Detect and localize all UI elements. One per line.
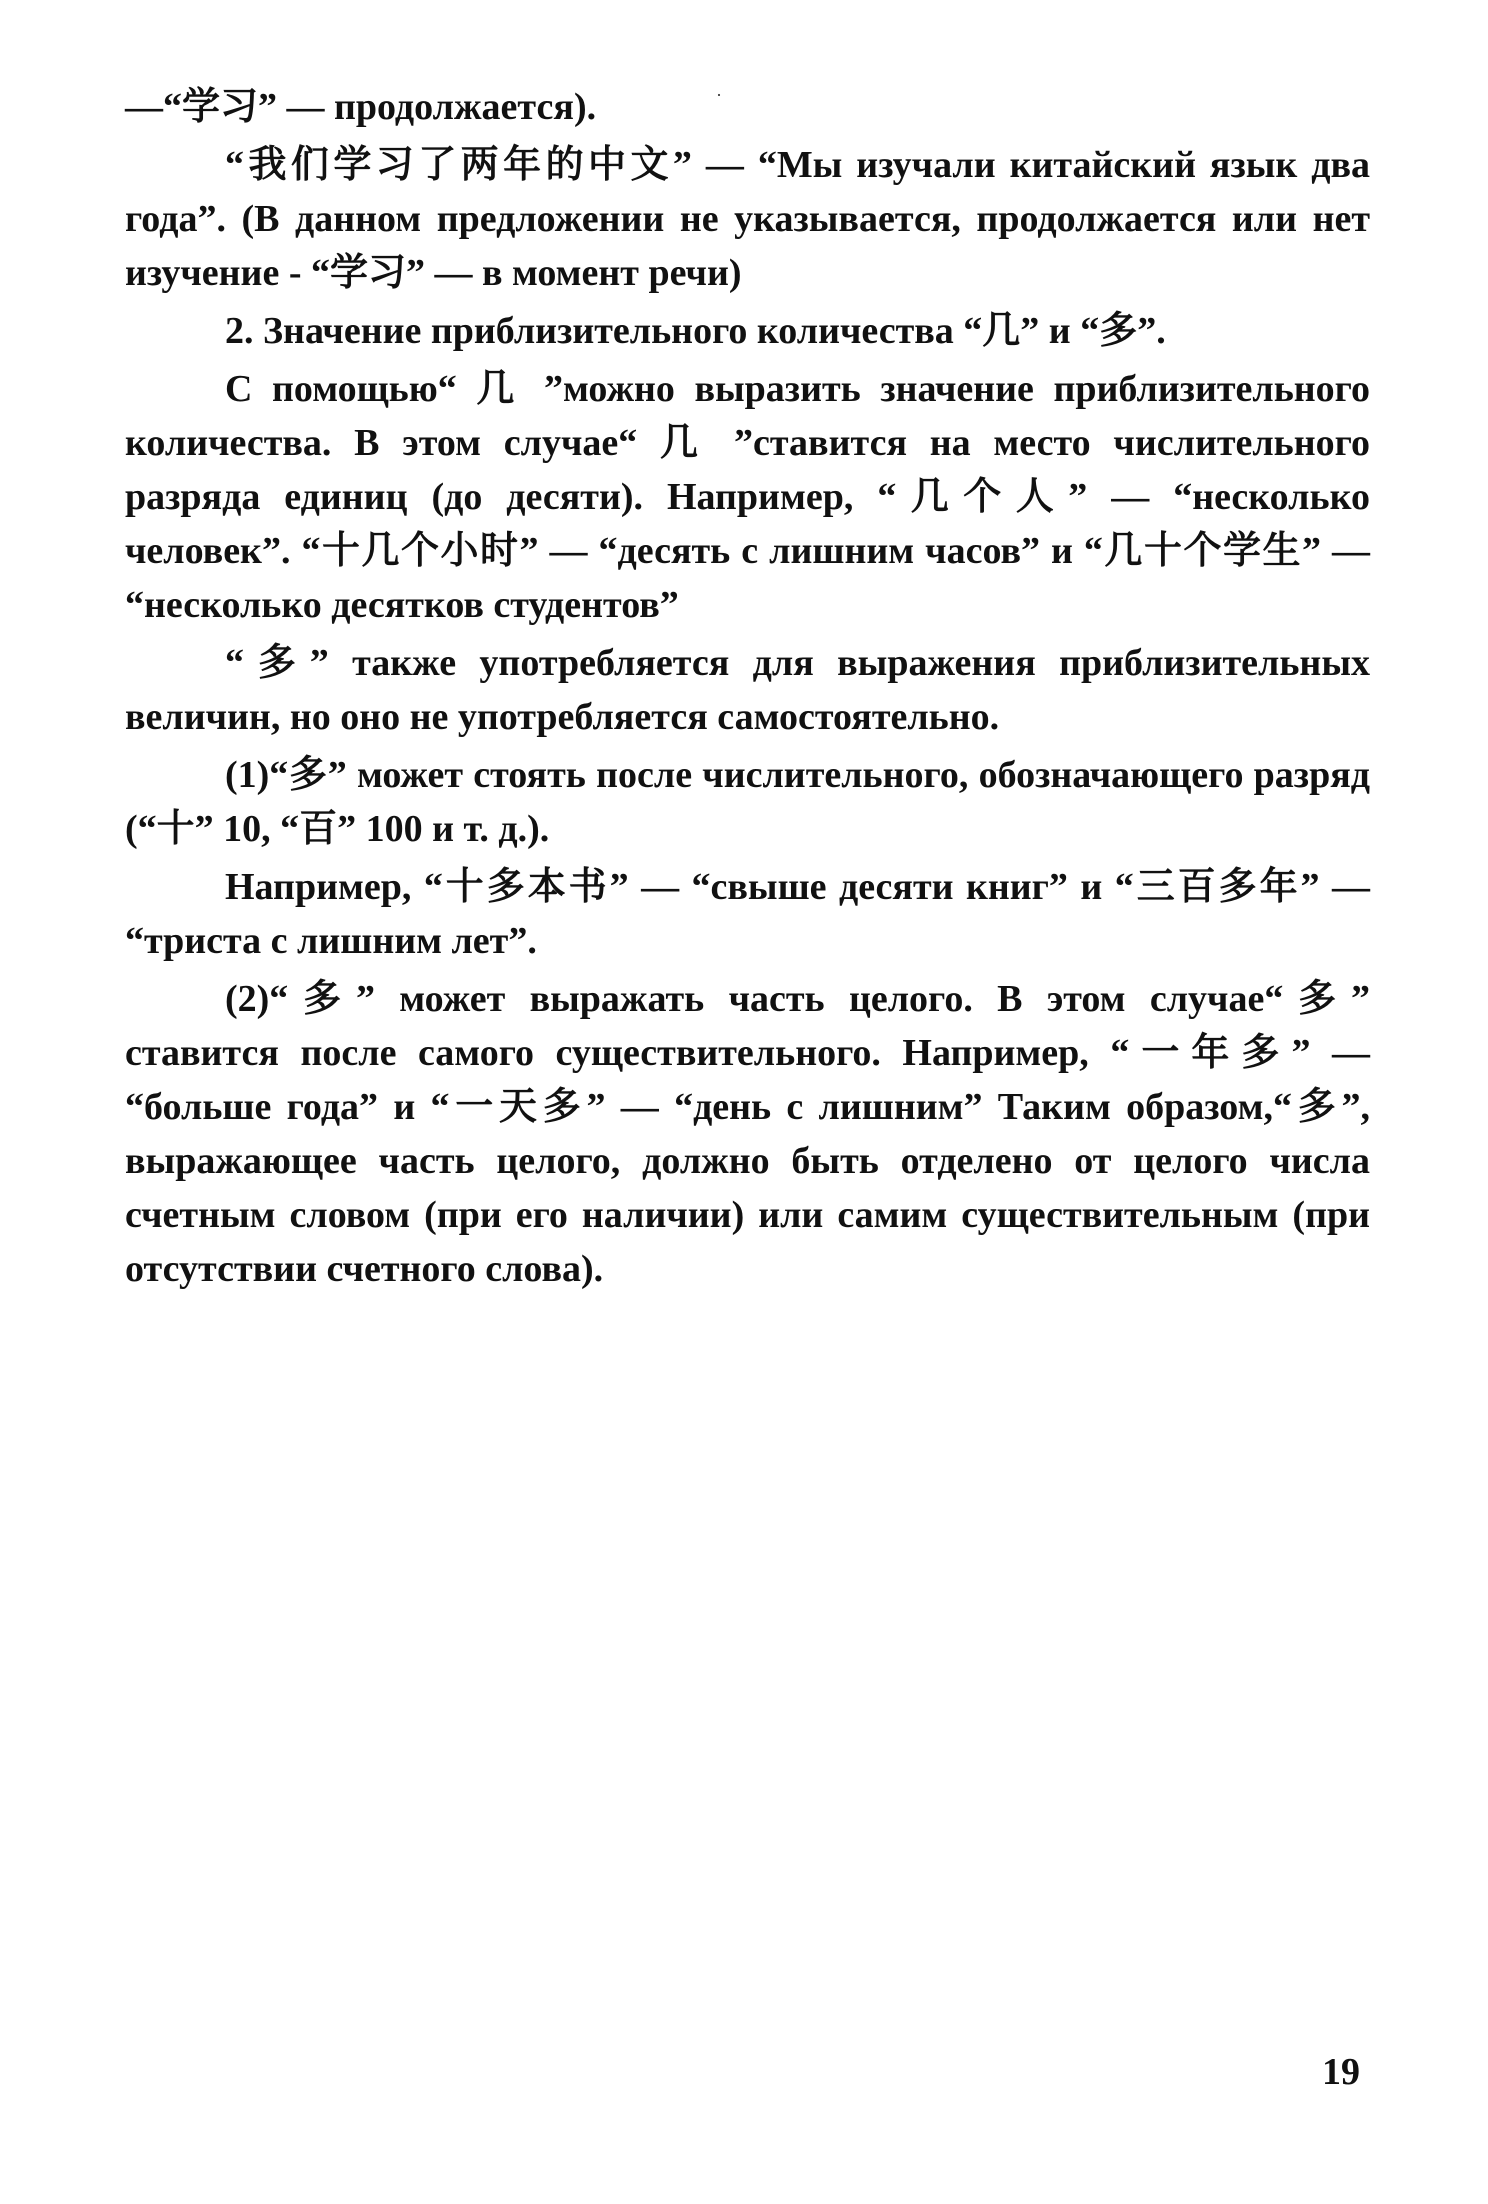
paragraph-example-study: “我们学习了两年的中文” — “Мы изучали китайский язык два года”. (В данном предложении не указывается, продолжается или нет изучение - “学习” — в момент речи) <box>125 144 1370 294</box>
scan-speck: · <box>716 85 722 105</box>
section-heading-approximate-quantity: 2. Значение приблизительного количества “几” и “多”. <box>225 310 1166 352</box>
paragraph-duo-rule-1: (1)“多” может стоять после числительного, обозначающего разряд (“十” 10, “百” 100 и т. д.). <box>125 754 1370 850</box>
paragraph-duo-rule-2: (2)“多” может выражать часть целого. В этом случае“多” ставится после самого существительного. Например, “一年多” — “больше года” и “一天多” — “день с лишним” Таким образом,“多”, выражающее часть целого, должно быть отделено от целого числа счетным словом (при его наличии) или самим существительным (при отсутствии счетного слова). <box>125 978 1370 1290</box>
text-block <box>125 80 1370 1296</box>
paragraph-continuation: —“学习” — продолжается). <box>125 86 597 128</box>
page-number: 19 <box>1322 2051 1360 2093</box>
paragraph-ji-usage: С помощью“ 几 ”можно выразить значение приблизительного количества. В этом случае“ 几 ”ставится на место числительного разряда единиц (до десяти). Например, “几个人” — “несколько человек”. “十几个小时” — “десять с лишним часов” и “几十个学生” — “несколько десятков студентов” <box>125 368 1370 626</box>
paragraph-duo-rule-1-example: Например, “十多本书” — “свыше десяти книг” и “三百多年” — “триста с лишним лет”. <box>125 866 1370 962</box>
paragraph-duo-intro: “多” также употребляется для выражения приблизительных величин, но оно не употребляется самостоятельно. <box>125 642 1370 738</box>
